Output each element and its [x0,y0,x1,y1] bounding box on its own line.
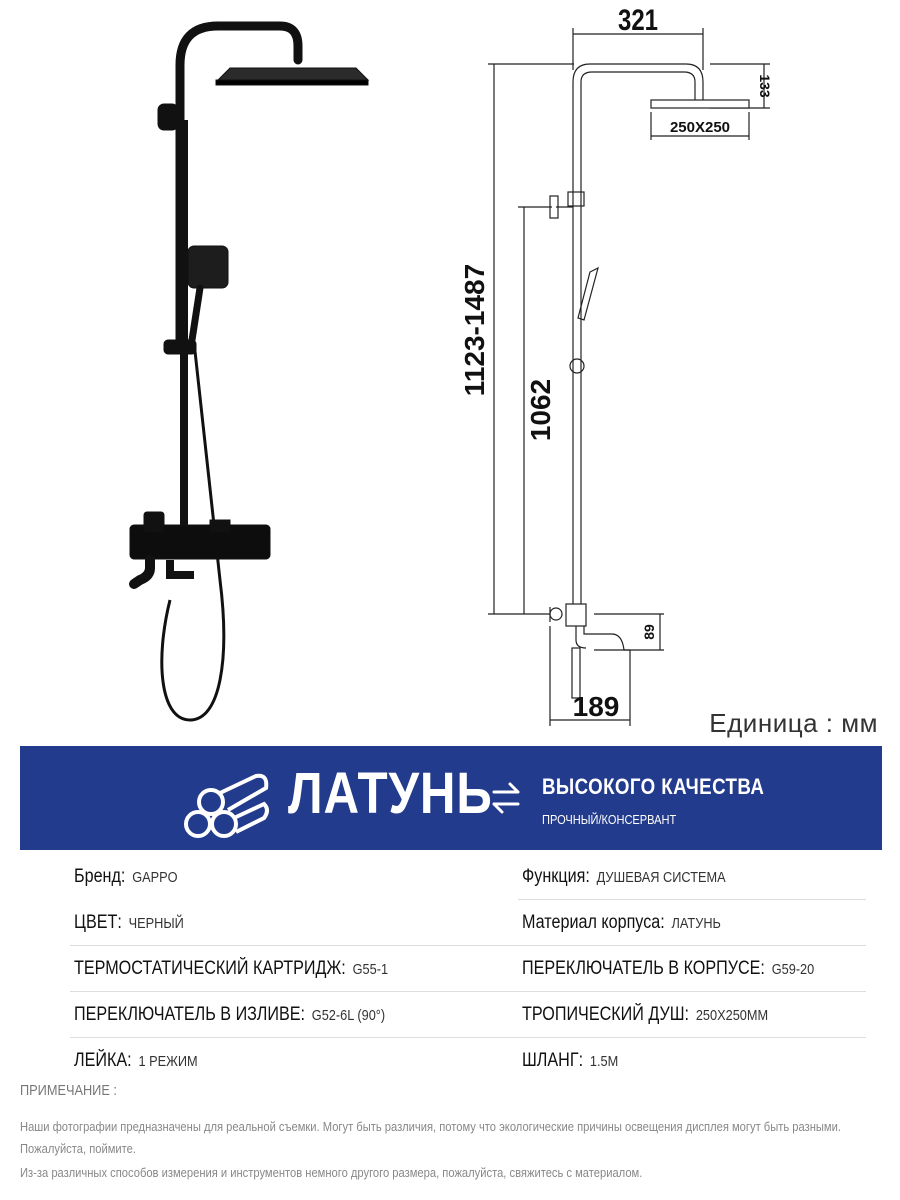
dimension-drawing [440,0,773,740]
quality-subtitle: ПРОЧНЫЙ/КОНСЕРВАНТ [542,812,677,827]
spec-value: ДУШЕВАЯ СИСТЕМА [596,869,726,886]
note-text: Наши фотографии предназначены для реальной съемки. Могут быть различия, потому что экологические причины освещения дисплея могут быть разными. Пожалуйста, поймите. [20,1119,841,1156]
spec-value: ЛАТУНЬ [671,915,721,932]
spec-value: G52-6L (90°) [311,1007,386,1024]
dim-head-height: 133 [757,74,773,98]
quality-title: ВЫСОКОГО КАЧЕСТВА [542,774,765,799]
spec-row [70,946,866,992]
spec-row [70,900,866,946]
dim-spout-drop: 89 [641,624,657,640]
spec-key: Материал корпуса: [522,912,665,933]
brass-pipes-icon [180,766,272,838]
spec-key: ПЕРЕКЛЮЧАТЕЛЬ В КОРПУСЕ: [522,958,765,979]
spec-key: Бренд: [74,866,126,887]
spec-table [70,854,866,1084]
spec-row [70,992,866,1038]
material-banner [20,746,882,850]
spec-value: G55-1 [352,961,389,978]
product-photo [110,20,400,730]
dim-spout-length: 189 [572,691,620,722]
dim-bar-height: 1062 [525,378,556,442]
spec-value: 250X250MM [695,1007,769,1024]
spec-row [70,854,866,900]
spec-value: G59-20 [771,961,815,978]
spec-value: GAPPO [132,869,178,886]
dim-head-size: 250X250 [669,119,731,136]
dim-total-height: 1123-1487 [459,263,490,397]
material-title: ЛАТУНЬ [288,761,493,826]
spec-key: ПЕРЕКЛЮЧАТЕЛЬ В ИЗЛИВЕ: [74,1004,305,1025]
spec-value: 1.5M [589,1053,619,1070]
spec-key: ТРОПИЧЕСКИЙ ДУШ: [522,1004,690,1025]
spec-key: ЛЕЙКА: [74,1050,132,1071]
exchange-arrows-icon [486,778,526,818]
spec-key: ШЛАНГ: [522,1050,584,1071]
spec-value: ЧЕРНЫЙ [128,915,184,932]
unit-label: Единица : мм [709,708,878,738]
spec-value: 1 РЕЖИМ [138,1053,198,1070]
spec-row [70,1038,866,1084]
spec-key: ЦВЕТ: [74,912,122,933]
spec-key: ТЕРМОСТАТИЧЕСКИЙ КАРТРИДЖ: [74,958,346,979]
dim-width: 321 [617,2,659,37]
note-text: Из-за различных способов измерения и инструментов немного другого размера, пожалуйста, свяжитесь с материалом. [20,1165,643,1180]
spec-key: Функция: [522,866,590,887]
note-title: ПРИМЕЧАНИЕ : [20,1082,117,1099]
